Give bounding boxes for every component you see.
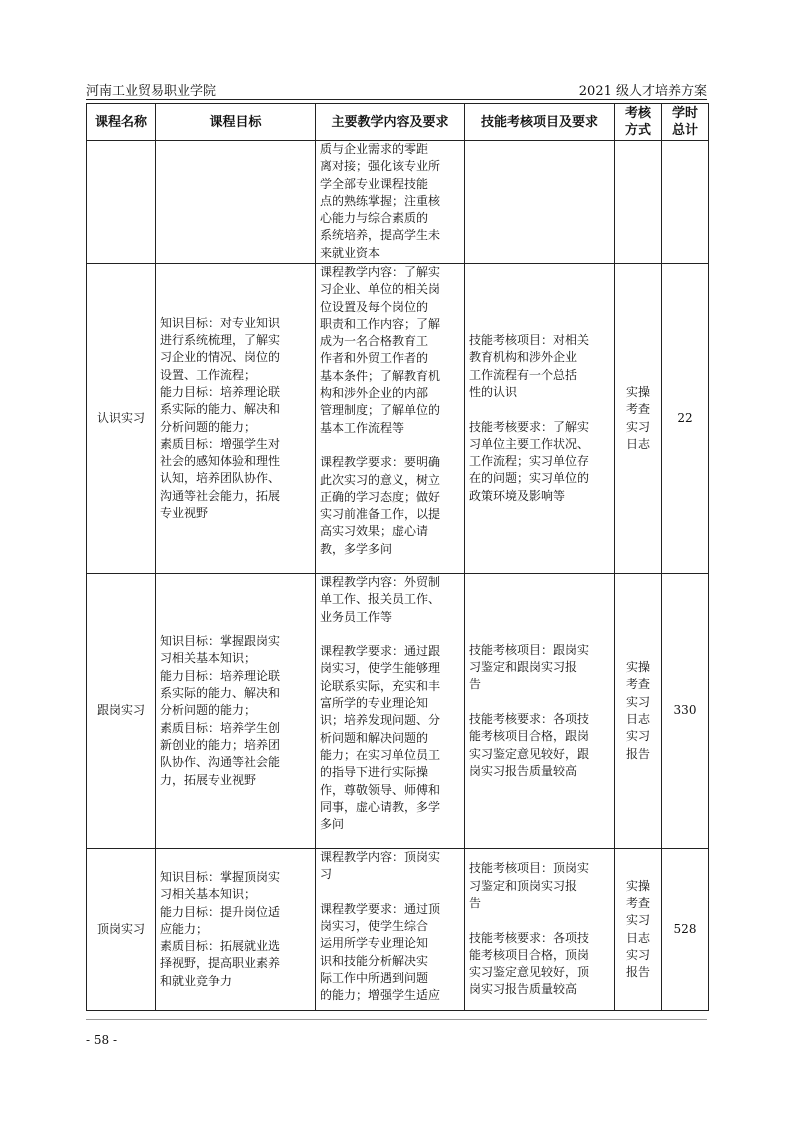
skill-cell: 技能考核项目：跟岗实 习鉴定和跟岗实习报 告 技能考核要求：各项技 能考核项目合格，跟岗 实习鉴定意见较好，跟 岗实习报告质量较高 <box>465 574 615 849</box>
course-content-cell: 课程教学内容：顶岗实 习 课程教学要求：通过顶 岗实习，使学生综合 运用所学专业理论知 识和技能分析解决实 际工作中所遇到问题 的能力；增强学生适应 <box>316 849 465 1011</box>
course-content-cell: 课程教学内容：外贸制 单工作、报关员工作、 业务员工作等 课程教学要求：通过跟 岗实习，使学生能够理 论联系实际，充实和丰 富所学的专业理论知 识；培养发现问题、分 析问题和解决问题的 能力；在实习单位员工 的指导下进行实际操 作，尊敬领导、师傅和 同事，虚心请教，多学 多问 <box>316 574 465 849</box>
method-cell: 实操 考查 实习 日志 实习 报告 <box>615 849 662 1011</box>
header-doc-title: 2021 级人才培养方案 <box>578 84 707 99</box>
skill-cell: 技能考核项目：对相关 教育机构和涉外企业 工作流程有一个总括 性的认识 技能考核要求：了解实 习单位主要工作状况、 工作流程；实习单位存 在的问题；实习单位的 政策环境及影响等 <box>465 264 615 574</box>
course-goal-cell: 知识目标：掌握顶岗实 习相关基本知识； 能力目标：提升岗位适 应能力； 素质目标：拓展就业选 择视野，提高职业素养 和就业竞争力 <box>156 849 316 1011</box>
col-header-course-name: 课程名称 <box>87 104 156 141</box>
course-content-cell: 质与企业需求的零距 离对接；强化该专业所 学全部专业课程技能 点的熟练掌握；注重核 心能力与综合素质的 系统培养，提高学生未 来就业资本 <box>316 141 465 264</box>
course-goal-cell: 知识目标：对专业知识 进行系统梳理，了解实 习企业的情况、岗位的 设置、工作流程； 能力目标：培养理论联 系实际的能力、解决和 分析问题的能力； 素质目标：增强学生对 社会的感知体验和理性 认知，培养团队协作、 沟通等社会能力，拓展 专业视野 <box>156 264 316 574</box>
header-rule <box>86 99 707 100</box>
header-institution: 河南工业贸易职业学院 <box>86 84 217 99</box>
hours-cell <box>662 141 709 264</box>
hours-cell: 528 <box>662 849 709 1011</box>
course-name-cell: 顶岗实习 <box>87 849 156 1011</box>
method-cell: 实操 考查 实习 日志 实习 报告 <box>615 574 662 849</box>
course-name-cell <box>87 141 156 264</box>
table-header-row <box>87 104 709 141</box>
course-content-cell: 课程教学内容：了解实 习企业、单位的相关岗 位设置及每个岗位的 职责和工作内容；了解 成为一名合格教育工 作者和外贸工作者的 基本条件；了解教育机 构和涉外企业的内部 管理制度；了解单位的 基本工作流程等 课程教学要求：要明确 此次实习的意义，树立 正确的学习态度；做好 实习前准备工作，以提 高实习效果；虚心请 教，多学多问 <box>316 264 465 574</box>
skill-cell: 技能考核项目：顶岗实 习鉴定和顶岗实习报 告 技能考核要求：各项技 能考核项目合格，顶岗 实习鉴定意见较好，顶 岗实习报告质量较高 <box>465 849 615 1011</box>
course-name-cell: 跟岗实习 <box>87 574 156 849</box>
page-number: - 58 - <box>86 1033 118 1047</box>
col-header-hours: 学时 总计 <box>662 104 709 141</box>
table-row <box>87 141 709 264</box>
table-row <box>87 574 709 849</box>
footer-rule <box>86 1019 707 1020</box>
course-table <box>86 103 709 1011</box>
table-row <box>87 264 709 574</box>
hours-cell: 330 <box>662 574 709 849</box>
method-cell: 实操 考查 实习 日志 <box>615 264 662 574</box>
col-header-content: 主要教学内容及要求 <box>316 104 465 141</box>
skill-cell <box>465 141 615 264</box>
table-row <box>87 849 709 1011</box>
course-goal-cell <box>156 141 316 264</box>
course-goal-cell: 知识目标：掌握跟岗实 习相关基本知识； 能力目标：培养理论联 系实际的能力、解决和 分析问题的能力； 素质目标：培养学生创 新创业的能力；培养团 队协作、沟通等社会能 力，拓展专业视野 <box>156 574 316 849</box>
method-cell <box>615 141 662 264</box>
col-header-method: 考核 方式 <box>615 104 662 141</box>
col-header-course-goal: 课程目标 <box>156 104 316 141</box>
hours-cell: 22 <box>662 264 709 574</box>
col-header-skill: 技能考核项目及要求 <box>465 104 615 141</box>
course-name-cell: 认识实习 <box>87 264 156 574</box>
